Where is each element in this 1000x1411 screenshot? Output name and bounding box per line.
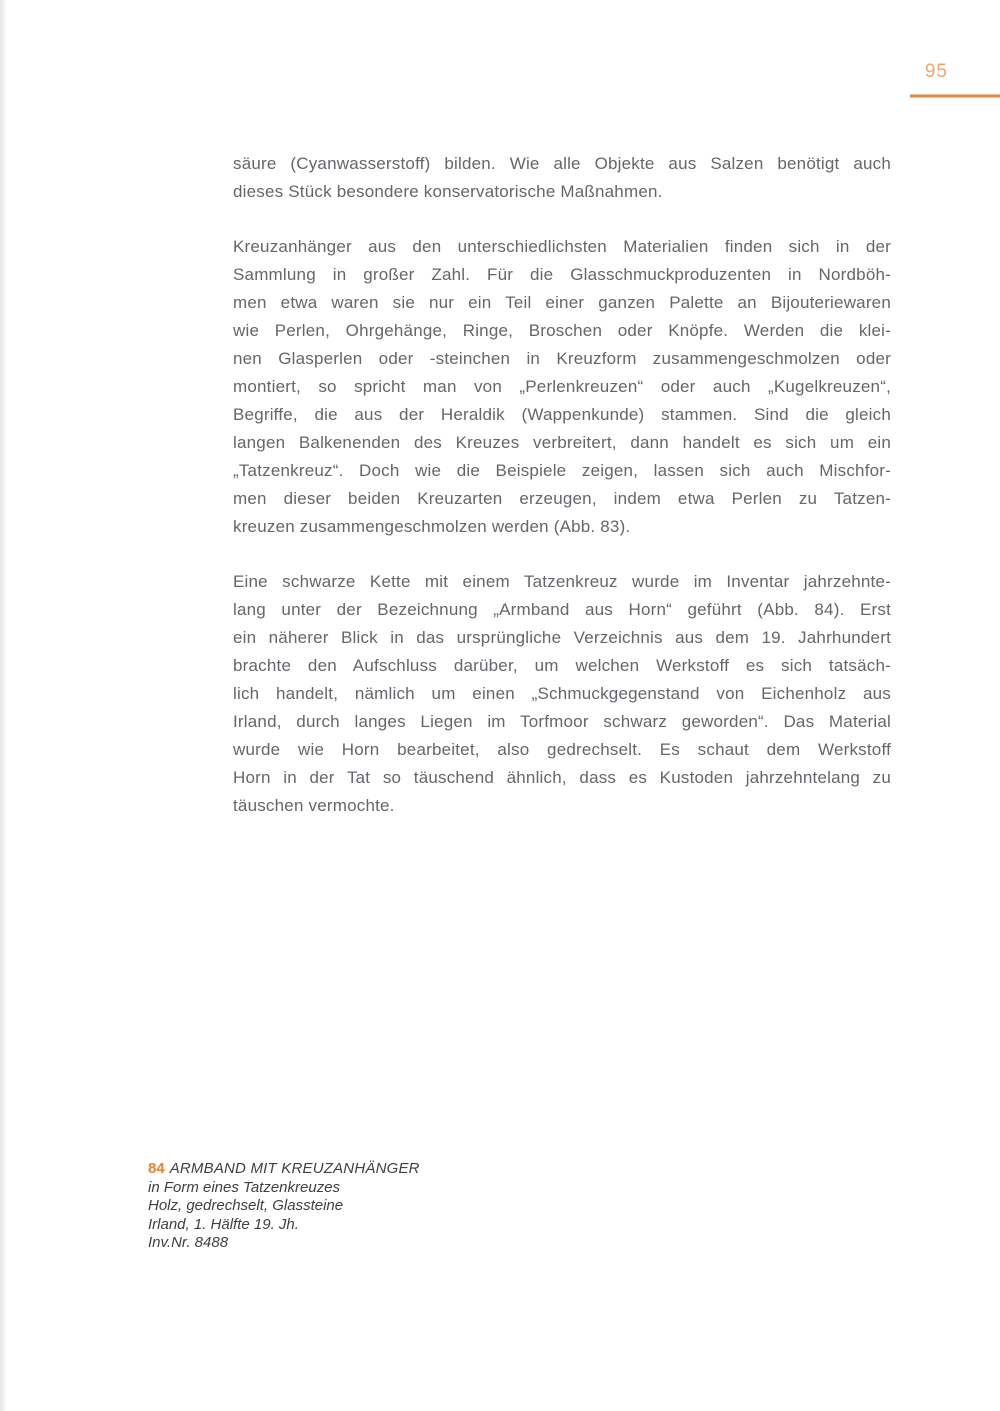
text-line: Eine schwarze Kette mit einem Tatzenkreuz wurde im Inventar jahrzehnte- (233, 572, 891, 591)
page-number: 95 (924, 61, 948, 82)
figure-title: ARMBAND MIT KREUZANHÄNGER (169, 1160, 420, 1177)
text-line: lang unter der Bezeichnung „Armband aus Horn“ geführt (Abb. 84). Erst (233, 600, 891, 619)
text-line: wurde wie Horn bearbeitet, also gedrechselt. Es schaut dem Werkstoff (233, 740, 891, 759)
text-line: lich handelt, nämlich um einen „Schmuckgegenstand von Eichenholz aus (233, 684, 891, 703)
text-line: nen Glasperlen oder -steinchen in Kreuzform zusammengeschmolzen oder (233, 349, 891, 368)
page-edge-shading (0, 0, 7, 1411)
text-line: men etwa waren sie nur ein Teil einer ganzen Palette an Bijouteriewaren (233, 293, 891, 312)
text-line: täuschen vermochte. (233, 796, 395, 815)
paragraph (233, 568, 891, 820)
figure-number: 84 (148, 1160, 165, 1177)
paragraph (233, 150, 891, 206)
caption-line-5: Inv.Nr. 8488 (148, 1234, 229, 1251)
text-line: kreuzen zusammengeschmolzen werden (Abb. 83). (233, 517, 631, 536)
caption-line-1 (148, 1160, 468, 1179)
text-line: „Tatzenkreuz“. Doch wie die Beispiele zeigen, lassen sich auch Mischfor- (233, 461, 891, 480)
text-line: Kreuzanhänger aus den unterschiedlichsten Materialien finden sich in der (233, 237, 891, 256)
caption-line-2: in Form eines Tatzenkreuzes (148, 1178, 341, 1196)
header-rule (910, 94, 1000, 98)
paragraph (233, 233, 891, 541)
text-line: ein näherer Blick in das ursprüngliche Verzeichnis aus dem 19. Jahrhundert (233, 628, 891, 647)
figure-caption (148, 1160, 468, 1253)
text-line: dieses Stück besondere konservatorische Maßnahmen. (233, 182, 663, 201)
text-line: Begriffe, die aus der Heraldik (Wappenkunde) stammen. Sind die gleich (233, 405, 891, 424)
caption-line-4: Irland, 1. Hälfte 19. Jh. (148, 1215, 299, 1233)
text-line: Horn in der Tat so täuschend ähnlich, dass es Kustoden jahrzehntelang zu (233, 768, 891, 787)
text-line: wie Perlen, Ohrgehänge, Ringe, Broschen oder Knöpfe. Werden die klei- (233, 321, 891, 340)
text-line: langen Balkenenden des Kreuzes verbreitert, dann handelt es sich um ein (233, 433, 891, 452)
text-line: montiert, so spricht man von „Perlenkreuzen“ oder auch „Kugelkreuzen“, (233, 377, 891, 396)
article-text (233, 150, 891, 820)
text-line: säure (Cyanwasserstoff) bilden. Wie alle Objekte aus Salzen benötigt auch (233, 154, 891, 173)
text-line: Sammlung in großer Zahl. Für die Glasschmuckproduzenten in Nordböh- (233, 265, 891, 284)
text-line: brachte den Aufschluss darüber, um welchen Werkstoff es sich tatsäch- (233, 656, 891, 675)
text-line: Irland, durch langes Liegen im Torfmoor schwarz geworden“. Das Material (233, 712, 891, 731)
text-line: men dieser beiden Kreuzarten erzeugen, indem etwa Perlen zu Tatzen- (233, 489, 891, 508)
caption-line-3: Holz, gedrechselt, Glassteine (148, 1197, 344, 1214)
